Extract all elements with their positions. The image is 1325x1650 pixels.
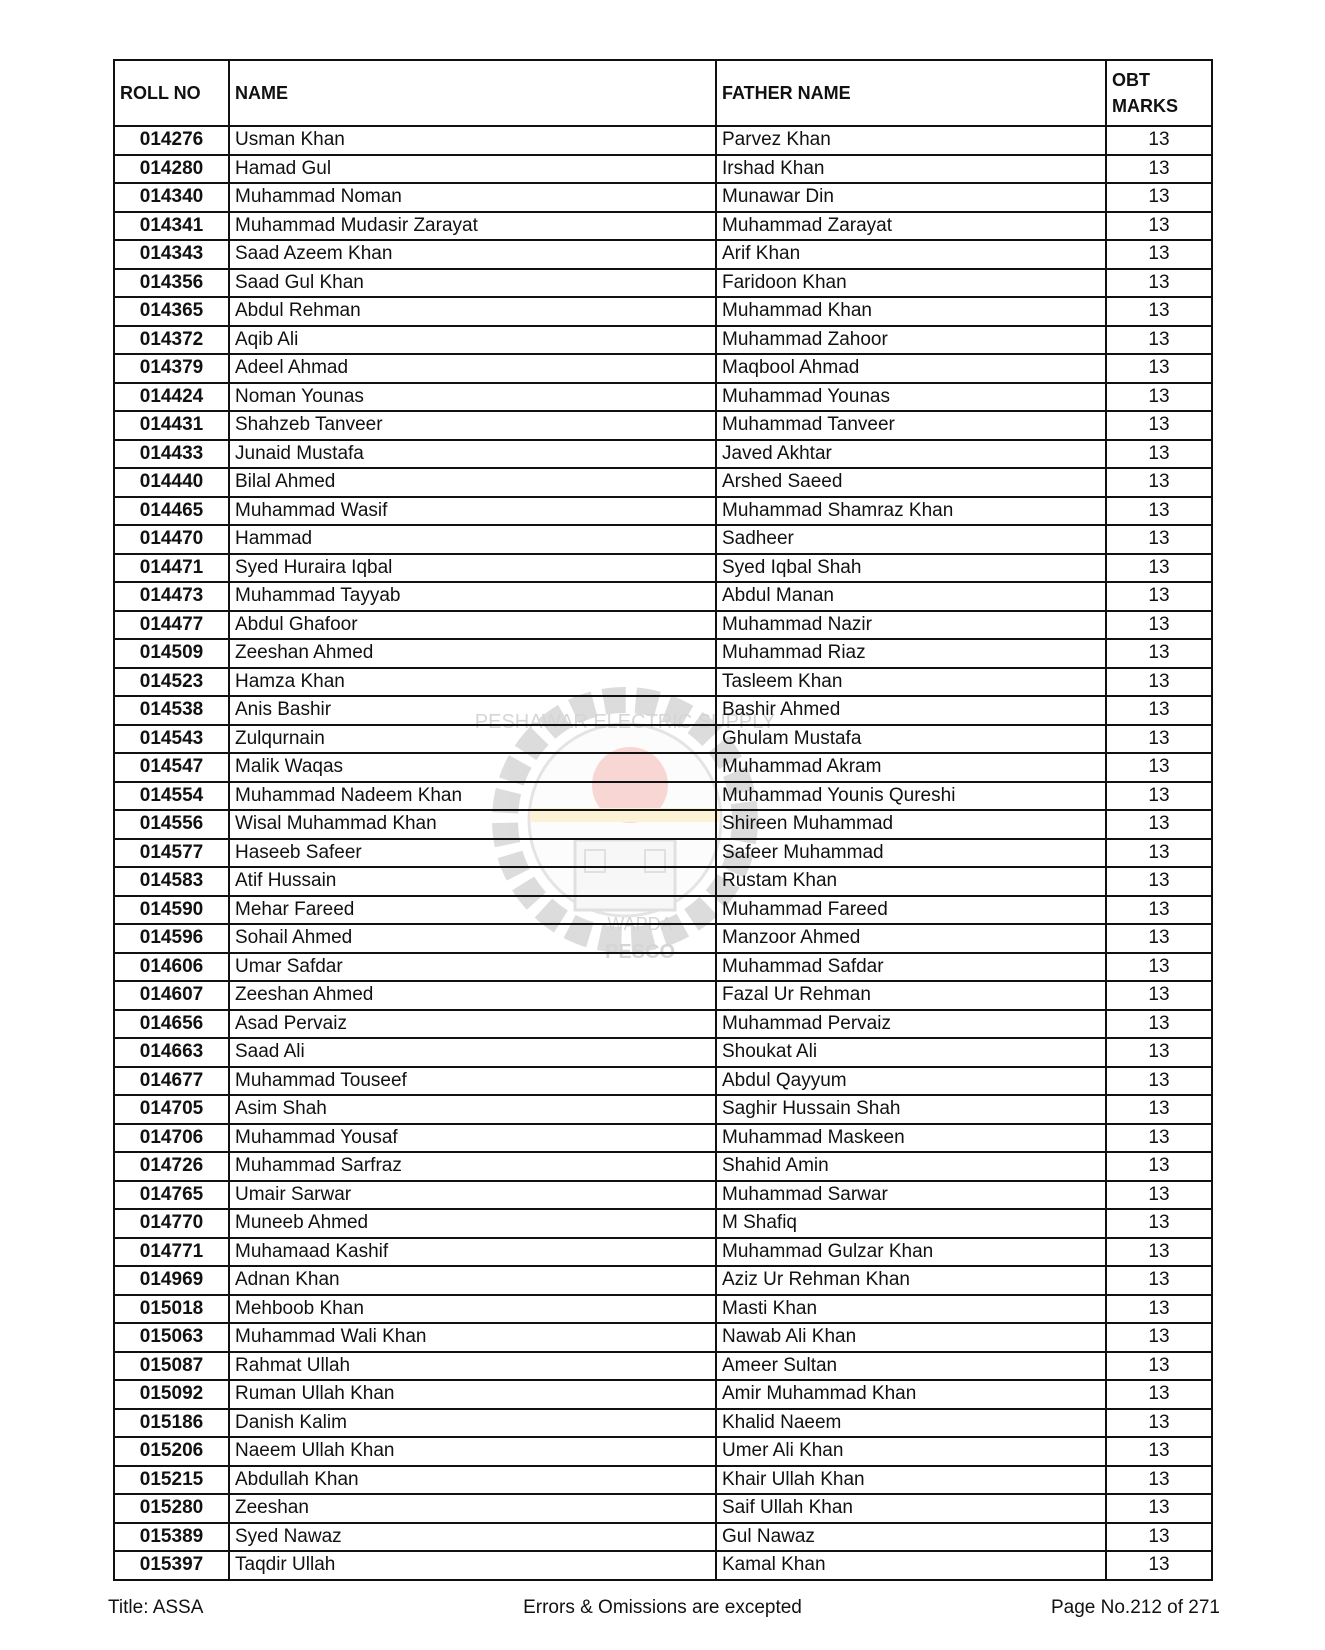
roll-no-cell: 014656 [114, 1010, 229, 1039]
table-row [114, 126, 1212, 155]
obt-marks-header-line1: OBT [1112, 70, 1150, 90]
footer-title: Title: ASSA [108, 1597, 204, 1618]
table-row [114, 1010, 1212, 1039]
table-row [114, 297, 1212, 326]
father-name-cell: Umer Ali Khan [716, 1437, 1106, 1466]
roll-no-cell: 014440 [114, 468, 229, 497]
roll-no-cell: 014969 [114, 1266, 229, 1295]
name-cell: Adeel Ahmad [229, 354, 716, 383]
table-row [114, 924, 1212, 953]
father-name-cell: Shireen Muhammad [716, 810, 1106, 839]
roll-no-cell: 014473 [114, 582, 229, 611]
footer-page-number: Page No.212 of 271 [1050, 1597, 1220, 1618]
roll-no-cell: 014547 [114, 753, 229, 782]
table-row [114, 810, 1212, 839]
father-name-cell: Javed Akhtar [716, 440, 1106, 469]
table-row [114, 1152, 1212, 1181]
obt-marks-cell: 13 [1106, 240, 1212, 269]
roll-no-header: ROLL NO [114, 60, 229, 126]
name-cell: Muhammad Sarfraz [229, 1152, 716, 1181]
roll-no-cell: 014471 [114, 554, 229, 583]
table-row [114, 1352, 1212, 1381]
table-row [114, 155, 1212, 184]
table-row [114, 1067, 1212, 1096]
roll-no-cell: 014341 [114, 212, 229, 241]
father-name-cell: Muhammad Nazir [716, 611, 1106, 640]
roll-no-cell: 014431 [114, 411, 229, 440]
name-cell: Anis Bashir [229, 696, 716, 725]
father-name-cell: Nawab Ali Khan [716, 1323, 1106, 1352]
table-row [114, 639, 1212, 668]
roll-no-cell: 014543 [114, 725, 229, 754]
table-row [114, 240, 1212, 269]
father-name-cell: Muhammad Fareed [716, 896, 1106, 925]
obt-marks-cell: 13 [1106, 212, 1212, 241]
table-row [114, 668, 1212, 697]
obt-marks-cell: 13 [1106, 383, 1212, 412]
father-name-cell: Amir Muhammad Khan [716, 1380, 1106, 1409]
obt-marks-cell: 13 [1106, 183, 1212, 212]
roll-no-cell: 014583 [114, 867, 229, 896]
obt-marks-cell: 13 [1106, 1038, 1212, 1067]
obt-marks-cell: 13 [1106, 1523, 1212, 1552]
table-row [114, 582, 1212, 611]
father-name-cell: Aziz Ur Rehman Khan [716, 1266, 1106, 1295]
table-row [114, 1551, 1212, 1580]
footer-notice: Errors & Omissions are excepted [523, 1597, 802, 1618]
father-name-cell: Ghulam Mustafa [716, 725, 1106, 754]
roll-no-cell: 015215 [114, 1466, 229, 1495]
obt-marks-cell: 13 [1106, 1352, 1212, 1381]
name-cell: Shahzeb Tanveer [229, 411, 716, 440]
obt-marks-cell: 13 [1106, 725, 1212, 754]
name-cell: Taqdir Ullah [229, 1551, 716, 1580]
name-cell: Zeeshan Ahmed [229, 981, 716, 1010]
name-cell: Abdul Ghafoor [229, 611, 716, 640]
table-header-row [114, 60, 1212, 126]
name-cell: Atif Hussain [229, 867, 716, 896]
obt-marks-cell: 13 [1106, 1551, 1212, 1580]
table-row [114, 183, 1212, 212]
father-name-cell: Irshad Khan [716, 155, 1106, 184]
roll-no-cell: 014538 [114, 696, 229, 725]
name-cell: Zeeshan [229, 1494, 716, 1523]
name-cell: Muhammad Mudasir Zarayat [229, 212, 716, 241]
table-row [114, 383, 1212, 412]
father-name-cell: Tasleem Khan [716, 668, 1106, 697]
table-row [114, 839, 1212, 868]
father-name-cell: Saif Ullah Khan [716, 1494, 1106, 1523]
roll-no-cell: 014556 [114, 810, 229, 839]
father-name-cell: Sadheer [716, 525, 1106, 554]
obt-marks-cell: 13 [1106, 297, 1212, 326]
obt-marks-cell: 13 [1106, 1095, 1212, 1124]
roll-no-cell: 015206 [114, 1437, 229, 1466]
table-row [114, 1124, 1212, 1153]
father-name-cell: Syed Iqbal Shah [716, 554, 1106, 583]
father-name-cell: Muhammad Zahoor [716, 326, 1106, 355]
obt-marks-cell: 13 [1106, 924, 1212, 953]
name-cell: Haseeb Safeer [229, 839, 716, 868]
name-cell: Naeem Ullah Khan [229, 1437, 716, 1466]
father-name-cell: Muhammad Younis Qureshi [716, 782, 1106, 811]
table-row [114, 953, 1212, 982]
obt-marks-cell: 13 [1106, 1380, 1212, 1409]
table-row [114, 525, 1212, 554]
father-name-cell: Saghir Hussain Shah [716, 1095, 1106, 1124]
father-name-cell: Parvez Khan [716, 126, 1106, 155]
obt-marks-cell: 13 [1106, 326, 1212, 355]
name-cell: Asim Shah [229, 1095, 716, 1124]
father-name-cell: Bashir Ahmed [716, 696, 1106, 725]
name-cell: Saad Azeem Khan [229, 240, 716, 269]
father-name-cell: Abdul Manan [716, 582, 1106, 611]
name-header: NAME [229, 60, 716, 126]
table-row [114, 1266, 1212, 1295]
obt-marks-header [1106, 60, 1212, 126]
name-cell: Hammad [229, 525, 716, 554]
name-cell: Muhammad Touseef [229, 1067, 716, 1096]
roll-no-cell: 015397 [114, 1551, 229, 1580]
father-name-cell: Safeer Muhammad [716, 839, 1106, 868]
roll-no-cell: 014577 [114, 839, 229, 868]
obt-marks-cell: 13 [1106, 269, 1212, 298]
father-name-cell: Faridoon Khan [716, 269, 1106, 298]
roll-no-cell: 014663 [114, 1038, 229, 1067]
father-name-header: FATHER NAME [716, 60, 1106, 126]
table-row [114, 867, 1212, 896]
father-name-cell: Arshed Saeed [716, 468, 1106, 497]
name-cell: Muneeb Ahmed [229, 1209, 716, 1238]
name-cell: Junaid Mustafa [229, 440, 716, 469]
name-cell: Muhamaad Kashif [229, 1238, 716, 1267]
father-name-cell: Shoukat Ali [716, 1038, 1106, 1067]
obt-marks-cell: 13 [1106, 839, 1212, 868]
roll-no-cell: 015389 [114, 1523, 229, 1552]
roll-no-cell: 014705 [114, 1095, 229, 1124]
roll-no-cell: 014477 [114, 611, 229, 640]
father-name-cell: Fazal Ur Rehman [716, 981, 1106, 1010]
father-name-cell: Muhammad Safdar [716, 953, 1106, 982]
table-row [114, 981, 1212, 1010]
table-row [114, 554, 1212, 583]
name-cell: Mehboob Khan [229, 1295, 716, 1324]
table-row [114, 497, 1212, 526]
obt-marks-cell: 13 [1106, 1295, 1212, 1324]
name-cell: Danish Kalim [229, 1409, 716, 1438]
father-name-cell: Gul Nawaz [716, 1523, 1106, 1552]
roll-no-cell: 015063 [114, 1323, 229, 1352]
name-cell: Wisal Muhammad Khan [229, 810, 716, 839]
father-name-cell: Muhammad Akram [716, 753, 1106, 782]
table-row [114, 1380, 1212, 1409]
father-name-cell: Khalid Naeem [716, 1409, 1106, 1438]
name-cell: Umair Sarwar [229, 1181, 716, 1210]
roll-no-cell: 015092 [114, 1380, 229, 1409]
name-cell: Muhammad Wasif [229, 497, 716, 526]
obt-marks-cell: 13 [1106, 1323, 1212, 1352]
table-row [114, 1238, 1212, 1267]
roll-no-cell: 014280 [114, 155, 229, 184]
father-name-cell: Masti Khan [716, 1295, 1106, 1324]
roll-no-cell: 014606 [114, 953, 229, 982]
name-cell: Syed Huraira Iqbal [229, 554, 716, 583]
father-name-cell: Muhammad Zarayat [716, 212, 1106, 241]
father-name-cell: Arif Khan [716, 240, 1106, 269]
father-name-cell: Muhammad Maskeen [716, 1124, 1106, 1153]
obt-marks-cell: 13 [1106, 981, 1212, 1010]
name-cell: Mehar Fareed [229, 896, 716, 925]
obt-marks-cell: 13 [1106, 1409, 1212, 1438]
name-cell: Abdul Rehman [229, 297, 716, 326]
name-cell: Ruman Ullah Khan [229, 1380, 716, 1409]
father-name-cell: Kamal Khan [716, 1551, 1106, 1580]
obt-marks-cell: 13 [1106, 639, 1212, 668]
table-row [114, 269, 1212, 298]
table-row [114, 1038, 1212, 1067]
roll-no-cell: 014365 [114, 297, 229, 326]
obt-marks-cell: 13 [1106, 525, 1212, 554]
obt-marks-cell: 13 [1106, 1181, 1212, 1210]
roll-no-cell: 014276 [114, 126, 229, 155]
father-name-cell: Manzoor Ahmed [716, 924, 1106, 953]
obt-marks-cell: 13 [1106, 155, 1212, 184]
roll-no-cell: 015280 [114, 1494, 229, 1523]
obt-marks-cell: 13 [1106, 867, 1212, 896]
obt-marks-cell: 13 [1106, 1238, 1212, 1267]
roll-no-cell: 014523 [114, 668, 229, 697]
father-name-cell: Munawar Din [716, 183, 1106, 212]
results-table [113, 59, 1213, 1581]
roll-no-cell: 014372 [114, 326, 229, 355]
roll-no-cell: 014356 [114, 269, 229, 298]
name-cell: Noman Younas [229, 383, 716, 412]
obt-marks-cell: 13 [1106, 468, 1212, 497]
father-name-cell: Rustam Khan [716, 867, 1106, 896]
name-cell: Zeeshan Ahmed [229, 639, 716, 668]
obt-marks-cell: 13 [1106, 696, 1212, 725]
father-name-cell: Muhammad Younas [716, 383, 1106, 412]
name-cell: Abdullah Khan [229, 1466, 716, 1495]
obt-marks-cell: 13 [1106, 1437, 1212, 1466]
name-cell: Saad Gul Khan [229, 269, 716, 298]
table-row [114, 725, 1212, 754]
obt-marks-cell: 13 [1106, 953, 1212, 982]
name-cell: Muhammad Yousaf [229, 1124, 716, 1153]
table-row [114, 440, 1212, 469]
table-row [114, 1437, 1212, 1466]
obt-marks-cell: 13 [1106, 668, 1212, 697]
roll-no-cell: 014771 [114, 1238, 229, 1267]
obt-marks-cell: 13 [1106, 126, 1212, 155]
obt-marks-cell: 13 [1106, 1209, 1212, 1238]
father-name-cell: Muhammad Khan [716, 297, 1106, 326]
roll-no-cell: 014433 [114, 440, 229, 469]
watermark-arc-text: PESHAWAR ELECTRIC SUPPLY [474, 711, 776, 733]
table-row [114, 1209, 1212, 1238]
name-cell: Umar Safdar [229, 953, 716, 982]
roll-no-cell: 015018 [114, 1295, 229, 1324]
name-cell: Aqib Ali [229, 326, 716, 355]
name-cell: Malik Waqas [229, 753, 716, 782]
name-cell: Asad Pervaiz [229, 1010, 716, 1039]
obt-marks-cell: 13 [1106, 440, 1212, 469]
roll-no-cell: 014465 [114, 497, 229, 526]
table-row [114, 1494, 1212, 1523]
father-name-cell: Abdul Qayyum [716, 1067, 1106, 1096]
name-cell: Muhammad Tayyab [229, 582, 716, 611]
name-cell: Adnan Khan [229, 1266, 716, 1295]
table-row [114, 1409, 1212, 1438]
roll-no-cell: 014765 [114, 1181, 229, 1210]
roll-no-cell: 014706 [114, 1124, 229, 1153]
name-cell: Syed Nawaz [229, 1523, 716, 1552]
name-cell: Hamza Khan [229, 668, 716, 697]
father-name-cell: Muhammad Tanveer [716, 411, 1106, 440]
roll-no-cell: 014554 [114, 782, 229, 811]
father-name-cell: Shahid Amin [716, 1152, 1106, 1181]
table-row [114, 1523, 1212, 1552]
name-cell: Hamad Gul [229, 155, 716, 184]
roll-no-cell: 014770 [114, 1209, 229, 1238]
obt-marks-cell: 13 [1106, 354, 1212, 383]
father-name-cell: Maqbool Ahmad [716, 354, 1106, 383]
table-row [114, 1181, 1212, 1210]
name-cell: Muhammad Noman [229, 183, 716, 212]
obt-marks-cell: 13 [1106, 782, 1212, 811]
name-cell: Bilal Ahmed [229, 468, 716, 497]
father-name-cell: Muhammad Riaz [716, 639, 1106, 668]
obt-marks-cell: 13 [1106, 753, 1212, 782]
obt-marks-cell: 13 [1106, 611, 1212, 640]
roll-no-cell: 014596 [114, 924, 229, 953]
table-row [114, 696, 1212, 725]
table-row [114, 1095, 1212, 1124]
table-row [114, 1323, 1212, 1352]
father-name-cell: Muhammad Pervaiz [716, 1010, 1106, 1039]
table-row [114, 1295, 1212, 1324]
obt-marks-cell: 13 [1106, 554, 1212, 583]
name-cell: Saad Ali [229, 1038, 716, 1067]
roll-no-cell: 015186 [114, 1409, 229, 1438]
father-name-cell: Khair Ullah Khan [716, 1466, 1106, 1495]
name-cell: Usman Khan [229, 126, 716, 155]
table-row [114, 782, 1212, 811]
roll-no-cell: 014607 [114, 981, 229, 1010]
father-name-cell: M Shafiq [716, 1209, 1106, 1238]
father-name-cell: Ameer Sultan [716, 1352, 1106, 1381]
table-row [114, 411, 1212, 440]
father-name-cell: Muhammad Sarwar [716, 1181, 1106, 1210]
name-cell: Sohail Ahmed [229, 924, 716, 953]
father-name-cell: Muhammad Shamraz Khan [716, 497, 1106, 526]
table-row [114, 468, 1212, 497]
table-row [114, 326, 1212, 355]
watermark-wapda-text: WAPDA [607, 914, 673, 934]
obt-marks-cell: 13 [1106, 1124, 1212, 1153]
obt-marks-cell: 13 [1106, 810, 1212, 839]
roll-no-cell: 014509 [114, 639, 229, 668]
roll-no-cell: 014340 [114, 183, 229, 212]
roll-no-cell: 015087 [114, 1352, 229, 1381]
watermark-pesco-text: PESCO [604, 941, 676, 963]
name-cell: Muhammad Wali Khan [229, 1323, 716, 1352]
obt-marks-header-line2: MARKS [1112, 96, 1178, 116]
roll-no-cell: 014379 [114, 354, 229, 383]
roll-no-cell: 014470 [114, 525, 229, 554]
obt-marks-cell: 13 [1106, 1466, 1212, 1495]
table-row [114, 354, 1212, 383]
roll-no-cell: 014677 [114, 1067, 229, 1096]
table-row [114, 896, 1212, 925]
obt-marks-cell: 13 [1106, 497, 1212, 526]
roll-no-cell: 014726 [114, 1152, 229, 1181]
obt-marks-cell: 13 [1106, 896, 1212, 925]
obt-marks-cell: 13 [1106, 1010, 1212, 1039]
table-row [114, 753, 1212, 782]
table-row [114, 212, 1212, 241]
name-cell: Muhammad Nadeem Khan [229, 782, 716, 811]
table-row [114, 611, 1212, 640]
father-name-cell: Muhammad Gulzar Khan [716, 1238, 1106, 1267]
name-cell: Rahmat Ullah [229, 1352, 716, 1381]
obt-marks-cell: 13 [1106, 1266, 1212, 1295]
name-cell: Zulqurnain [229, 725, 716, 754]
roll-no-cell: 014424 [114, 383, 229, 412]
obt-marks-cell: 13 [1106, 582, 1212, 611]
table-row [114, 1466, 1212, 1495]
obt-marks-cell: 13 [1106, 1067, 1212, 1096]
obt-marks-cell: 13 [1106, 1494, 1212, 1523]
obt-marks-cell: 13 [1106, 411, 1212, 440]
roll-no-cell: 014343 [114, 240, 229, 269]
roll-no-cell: 014590 [114, 896, 229, 925]
obt-marks-cell: 13 [1106, 1152, 1212, 1181]
